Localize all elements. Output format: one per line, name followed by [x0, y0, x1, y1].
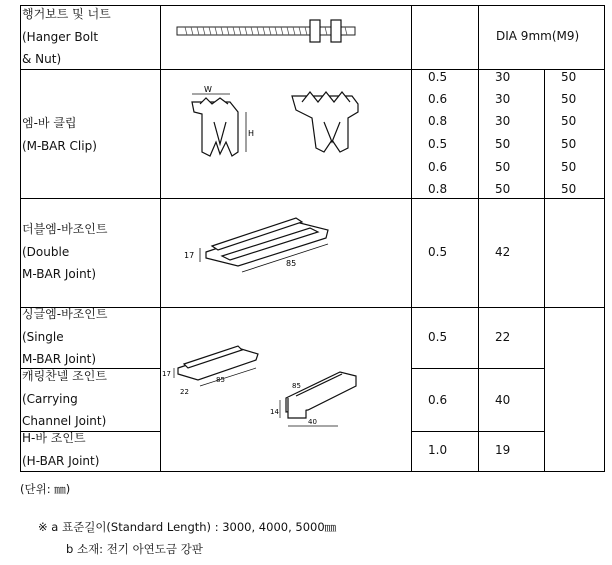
carrying-joint-thickness: 0.6: [428, 393, 448, 407]
single-joint-thickness: 0.5: [428, 330, 448, 344]
carry-dim-85: 85: [292, 382, 301, 390]
row-name-h-bar-joint: [22, 427, 99, 472]
thickness-value: 0.8: [428, 182, 448, 196]
name-line: 행거보트 및 너트: [22, 7, 111, 21]
dim-85-label: 85: [286, 259, 297, 268]
name-line: 캐링찬넬 조인트: [22, 369, 107, 383]
row-name-hanger-bolt: [22, 3, 111, 71]
size-value: 50: [495, 182, 511, 196]
hanger-bolt-diameter: DIA 9mm(M9): [496, 29, 580, 43]
size-value: 50: [561, 114, 577, 128]
name-line: H-바 조인트: [22, 431, 86, 445]
row-name-double-mbar-joint: [22, 218, 107, 286]
table-border-right: [604, 5, 605, 472]
size-value: 30: [495, 70, 511, 84]
name-line: (M-BAR Clip): [22, 138, 97, 153]
name-line: (Single: [22, 329, 64, 344]
size-value: 50: [561, 137, 577, 151]
size-value: 50: [495, 160, 511, 174]
h-bar-joint-size: 19: [495, 443, 511, 457]
name-line: & Nut): [22, 52, 62, 66]
table-border-left: [20, 5, 21, 472]
name-line: M-BAR Joint): [22, 267, 97, 281]
col-divider: [544, 69, 545, 472]
name-line: 더블엠-바조인트: [22, 222, 108, 236]
size-value: 30: [495, 92, 511, 106]
table-border-bottom: [20, 471, 604, 472]
note-material: b 소재: 전기 아연도금 강판: [66, 542, 203, 556]
size-value: 50: [561, 182, 577, 196]
size-value: 50: [561, 160, 577, 174]
thickness-value: 0.6: [428, 160, 448, 174]
carry-dim-40: 40: [308, 418, 317, 426]
double-mbar-joint-drawing: [178, 212, 338, 274]
clip-width-label: W: [204, 85, 212, 94]
carrying-joint-size: 40: [495, 393, 511, 407]
double-joint-thickness: 0.5: [428, 245, 448, 259]
mbar-clip-drawing: [172, 82, 372, 162]
name-line: 싱글엠-바조인트: [22, 307, 108, 321]
size-value: 50: [495, 137, 511, 151]
hanger-bolt-drawing: [175, 16, 360, 46]
thickness-value: 0.5: [428, 137, 448, 151]
name-line: (Double: [22, 244, 70, 259]
note-standard-length: ※ a 표준길이(Standard Length) : 3000, 4000, 5000㎜: [38, 520, 337, 534]
name-line: (Carrying: [22, 391, 78, 406]
size-value: 30: [495, 114, 511, 128]
row-divider: [20, 307, 604, 308]
name-line: (H-BAR Joint): [22, 453, 100, 468]
double-joint-size: 42: [495, 245, 511, 259]
size-value: 50: [561, 92, 577, 106]
single-joint-size: 22: [495, 330, 511, 344]
row-divider: [20, 198, 604, 199]
dim-17-label: 17: [184, 251, 195, 260]
clip-height-label: H: [248, 129, 255, 138]
row-name-carrying-channel-joint: [22, 365, 107, 433]
row-name-mbar-clip: [22, 112, 97, 157]
thickness-value: 0.5: [428, 70, 448, 84]
name-line: Channel Joint): [22, 414, 107, 428]
single-dim-17: 17: [162, 370, 171, 378]
h-bar-joint-thickness: 1.0: [428, 443, 448, 457]
name-line: 엠-바 클립: [22, 116, 77, 130]
name-line: (Hanger Bolt: [22, 29, 99, 44]
thickness-value: 0.8: [428, 114, 448, 128]
col-divider: [411, 5, 412, 472]
size-value: 50: [561, 70, 577, 84]
thickness-value: 0.6: [428, 92, 448, 106]
name-line: M-BAR Joint): [22, 352, 97, 366]
single-dim-85: 85: [216, 376, 225, 384]
row-name-single-mbar-joint: [22, 303, 107, 371]
single-and-carrying-joint-drawing: [160, 342, 360, 432]
carry-dim-14: 14: [270, 408, 279, 416]
col-divider: [478, 5, 479, 472]
single-dim-22: 22: [180, 388, 189, 396]
unit-note: (단위: ㎜): [20, 482, 71, 496]
